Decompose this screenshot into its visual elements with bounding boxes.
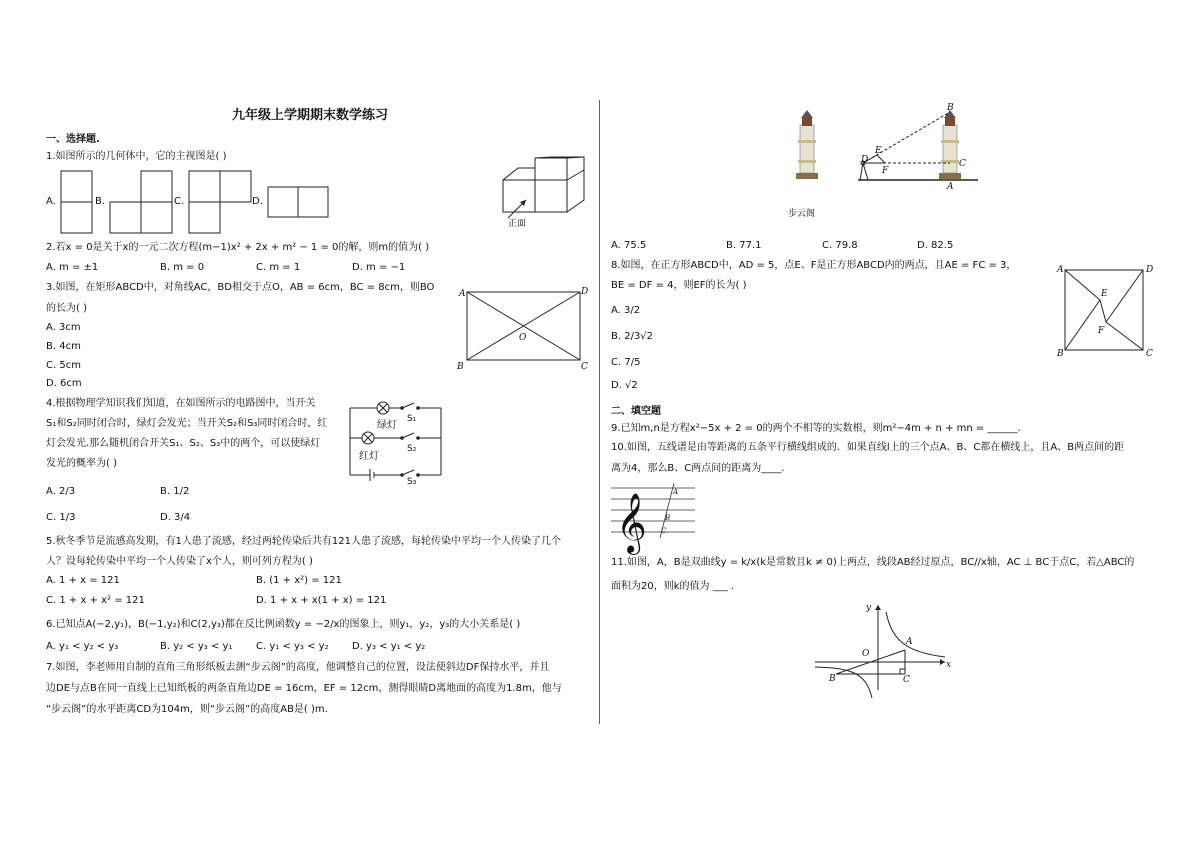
svg-text:D: D: [1146, 265, 1154, 275]
q1-option-b[interactable]: B.: [95, 196, 106, 207]
q8-text-line1: 8.如图，在正方形ABCD中，AD = 5，点E、F是正方形ABCD内的两点，且AE = FC = 3，: [611, 260, 1017, 271]
q10-text-line1: 10.如图，五线谱是由等距离的五条平行横线组成的．如果直线l上的三个点A、B、C都在横线上，且A、B两点间的距: [611, 442, 1125, 453]
q11-text-line2: 面积为20，则k的值为 ___ .: [611, 581, 735, 592]
page-title: 九年级上学期期末数学练习: [232, 108, 389, 123]
q3-text-line2: 的长为( ): [46, 303, 87, 314]
q4-option-a[interactable]: A. 2/3: [46, 486, 76, 497]
q10-text-line2: 离为4，那么B、C两点间的距离为____.: [611, 463, 785, 474]
svg-text:E: E: [1101, 289, 1108, 299]
q2-option-d[interactable]: D. m = −1: [352, 262, 406, 273]
q4-switch-s3: S₃: [407, 477, 417, 487]
svg-text:B: B: [665, 514, 671, 522]
q5-text-line1: 5.秋冬季节是流感高发期，有1人患了流感，经过两轮传染后共有121人患了流感，每轮传染中平均一个人传染了几个: [46, 536, 561, 547]
svg-text:C: C: [903, 675, 910, 685]
q9-text: 9.已知m,n是方程x²−5x + 2 = 0的两个不相等的实数根，则m²−4m + n + mn = ______.: [611, 423, 1021, 434]
svg-text:A: A: [906, 637, 913, 647]
q4-text-line3: 灯会发光.那么随机闭合开关S₁、S₂、S₃中的两个，可以使绿灯: [46, 438, 321, 449]
q6-option-d[interactable]: D. y₃ < y₁ < y₂: [352, 641, 426, 652]
q3-option-b[interactable]: B. 4cm: [46, 341, 81, 352]
q2-option-c[interactable]: C. m = 1: [256, 262, 301, 273]
q6-text: 6.已知点A(−2,y₁)，B(−1,y₂)和C(2,y₃)都在反比例函数y = −2/x的图象上，则y₁，y₂，y₃的大小关系是( ): [46, 619, 521, 630]
q4-text-line2: S₁和S₂同时闭合时，绿灯会发光；当开关S₂和S₃同时闭合时，红: [46, 418, 328, 429]
svg-text:B: B: [457, 362, 464, 372]
q4-green-light-label: 绿灯: [377, 420, 397, 431]
q7-caption: 步云阁: [788, 209, 816, 219]
q6-option-c[interactable]: C. y₁ < y₃ < y₂: [256, 641, 329, 652]
q7-option-c[interactable]: C. 79.8: [822, 240, 858, 251]
svg-text:A: A: [673, 488, 679, 496]
q2-text: 2.若x = 0是关于x的一元二次方程(m−1)x² + 2x + m² − 1 = 0的解，则m的值为( ): [46, 242, 430, 253]
q7-option-b[interactable]: B. 77.1: [726, 240, 762, 251]
svg-text:O: O: [862, 649, 870, 659]
q4-option-c[interactable]: C. 1/3: [46, 512, 76, 523]
q4-switch-s1: S₁: [407, 414, 417, 424]
q4-option-b[interactable]: B. 1/2: [160, 486, 190, 497]
section-choice: 一、选择题.: [46, 134, 100, 145]
svg-text:A: A: [1057, 265, 1064, 275]
svg-text:E: E: [875, 146, 882, 156]
svg-text:y: y: [866, 603, 872, 613]
svg-text:C: C: [581, 362, 588, 372]
q5-option-b[interactable]: B. (1 + x²) = 121: [256, 575, 342, 586]
q8-option-c[interactable]: C. 7/5: [611, 357, 641, 368]
svg-text:C: C: [661, 527, 667, 535]
q3-option-c[interactable]: C. 5cm: [46, 360, 81, 371]
svg-text:A: A: [947, 182, 954, 192]
q7-text-line1: 7.如图，李老师用自制的直角三角形纸板去测“步云阁”的高度，他调整自己的位置，设法使斜边DF保持水平，并且: [46, 662, 550, 673]
q6-option-a[interactable]: A. y₁ < y₂ < y₃: [46, 641, 119, 652]
q1-text: 1.如图所示的几何体中，它的主视图是( ): [46, 151, 227, 162]
q3-option-d[interactable]: D. 6cm: [46, 378, 82, 389]
q2-option-b[interactable]: B. m = 0: [160, 262, 205, 273]
q11-text-line1: 11.如图，A，B是双曲线y = k/x(k是常数且k ≠ 0)上两点，线段AB经过原点，BC//x轴，AC ⊥ BC于点C，若△ABC的: [611, 557, 1135, 568]
q4-switch-s2: S₂: [407, 444, 417, 454]
q7-option-d[interactable]: D. 82.5: [917, 240, 954, 251]
q4-text-line4: 发光的概率为( ): [46, 458, 117, 469]
q1-front-label: 正面: [508, 219, 527, 229]
q1-option-d[interactable]: D.: [252, 196, 263, 207]
svg-text:B: B: [829, 674, 836, 684]
q5-text-line2: 人？设每轮传染中平均一个人传染了x个人，则可列方程为( ): [46, 556, 313, 567]
q4-red-light-label: 红灯: [359, 451, 379, 462]
q7-text-line3: “步云阁”的水平距离CD为104m，则“步云阁”的高度AB是( )m.: [46, 704, 328, 715]
q8-text-line2: BE = DF = 4，则EF的长为( ): [611, 280, 747, 291]
svg-text:D: D: [861, 155, 869, 165]
svg-text:O: O: [519, 333, 527, 343]
q3-text-line1: 3.如图，在矩形ABCD中，对角线AC，BD相交于点O，AB = 6cm，BC = 8cm，则BO: [46, 282, 435, 293]
q1-option-c[interactable]: C.: [174, 196, 185, 207]
section-fill: 二、填空题: [611, 406, 661, 417]
svg-text:C: C: [1146, 349, 1153, 359]
svg-text:x: x: [946, 660, 952, 670]
q8-option-b[interactable]: B. 2/3√2: [611, 331, 654, 342]
q6-option-b[interactable]: B. y₂ < y₃ < y₁: [160, 641, 233, 652]
svg-text:C: C: [959, 159, 966, 169]
svg-text:F: F: [882, 166, 889, 176]
q3-option-a[interactable]: A. 3cm: [46, 322, 81, 333]
q7-text-line2: 边DE与点B在同一直线上已知纸板的两条直角边DE = 16cm，EF = 12cm，测得眼睛D离地面的高度为1.8m，他与: [46, 683, 562, 694]
svg-text:F: F: [1098, 326, 1105, 336]
q1-option-a[interactable]: A.: [46, 196, 56, 207]
svg-text:𝄞: 𝄞: [616, 493, 647, 553]
q2-option-a[interactable]: A. m = ±1: [46, 262, 99, 273]
q4-option-d[interactable]: D. 3/4: [160, 512, 191, 523]
q8-option-d[interactable]: D. √2: [611, 380, 638, 391]
q7-option-a[interactable]: A. 75.5: [611, 240, 647, 251]
q8-option-a[interactable]: A. 3/2: [611, 305, 641, 316]
svg-text:A: A: [459, 289, 466, 299]
q5-option-d[interactable]: D. 1 + x + x(1 + x) = 121: [256, 595, 387, 606]
svg-text:D: D: [581, 287, 589, 297]
q5-option-c[interactable]: C. 1 + x + x² = 121: [46, 595, 145, 606]
q4-text-line1: 4.根据物理学知识我们知道，在如图所示的电路图中，当开关: [46, 398, 316, 409]
svg-text:B: B: [1057, 349, 1064, 359]
q5-option-a[interactable]: A. 1 + x = 121: [46, 575, 120, 586]
svg-text:B: B: [947, 103, 954, 113]
